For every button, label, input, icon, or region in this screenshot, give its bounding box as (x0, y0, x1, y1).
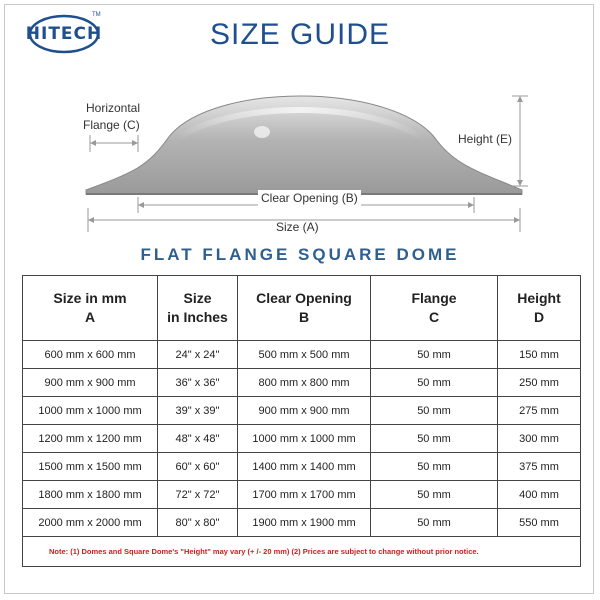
horizontal-flange-label-line2: Flange (C) (83, 118, 140, 132)
dome-reflection (254, 126, 270, 138)
dome-diagram (0, 80, 600, 250)
cell-size-mm: 2000 mm x 2000 mm (23, 509, 158, 537)
table-note-row (23, 537, 581, 567)
cell-size-inches: 72" x 72" (158, 481, 238, 509)
cell-height: 550 mm (498, 509, 581, 537)
cell-clear-opening: 900 mm x 900 mm (238, 397, 371, 425)
header-size-inches: Size in Inches (158, 276, 238, 341)
cell-flange: 50 mm (371, 397, 498, 425)
trademark: TM (92, 12, 101, 18)
cell-flange: 50 mm (371, 341, 498, 369)
cell-flange: 50 mm (371, 509, 498, 537)
header-flange: Flange C (371, 276, 498, 341)
table-row (23, 481, 581, 509)
cell-size-inches: 48" x 48" (158, 425, 238, 453)
cell-clear-opening: 800 mm x 800 mm (238, 369, 371, 397)
cell-clear-opening: 1000 mm x 1000 mm (238, 425, 371, 453)
cell-size-mm: 1200 mm x 1200 mm (23, 425, 158, 453)
cell-flange: 50 mm (371, 425, 498, 453)
table-note: Note: (1) Domes and Square Dome's "Height" may vary (+ /- 20 mm) (2) Prices are subject to change without prior notice. (23, 537, 581, 567)
header-height: Height D (498, 276, 581, 341)
cell-size-inches: 80" x 80" (158, 509, 238, 537)
cell-size-mm: 1800 mm x 1800 mm (23, 481, 158, 509)
cell-height: 300 mm (498, 425, 581, 453)
horizontal-flange-label-line1: Horizontal (86, 101, 141, 115)
cell-flange: 50 mm (371, 481, 498, 509)
cell-height: 400 mm (498, 481, 581, 509)
header-clear-opening: Clear Opening B (238, 276, 371, 341)
table-row (23, 397, 581, 425)
height-label: Height (E) (458, 132, 513, 146)
table-row (23, 509, 581, 537)
cell-clear-opening: 1700 mm x 1700 mm (238, 481, 371, 509)
page-title: SIZE GUIDE (209, 18, 391, 51)
cell-clear-opening: 1900 mm x 1900 mm (238, 509, 371, 537)
clear-opening-label: Clear Opening (B) (258, 190, 361, 207)
cell-size-inches: 36" x 36" (158, 369, 238, 397)
cell-height: 150 mm (498, 341, 581, 369)
cell-size-mm: 1500 mm x 1500 mm (23, 453, 158, 481)
size-table (22, 275, 581, 567)
cell-size-inches: 39" x 39" (158, 397, 238, 425)
logo-text: HITECH (25, 24, 103, 44)
cell-size-mm: 1000 mm x 1000 mm (23, 397, 158, 425)
table-row (23, 425, 581, 453)
header-size-mm: Size in mm A (23, 276, 158, 341)
cell-flange: 50 mm (371, 369, 498, 397)
cell-clear-opening: 1400 mm x 1400 mm (238, 453, 371, 481)
cell-clear-opening: 500 mm x 500 mm (238, 341, 371, 369)
product-title: FLAT FLANGE SQUARE DOME (140, 245, 460, 264)
cell-size-inches: 60" x 60" (158, 453, 238, 481)
cell-height: 250 mm (498, 369, 581, 397)
cell-size-mm: 600 mm x 600 mm (23, 341, 158, 369)
cell-size-mm: 900 mm x 900 mm (23, 369, 158, 397)
cell-height: 375 mm (498, 453, 581, 481)
table-header-row (23, 276, 581, 341)
cell-height: 275 mm (498, 397, 581, 425)
cell-flange: 50 mm (371, 453, 498, 481)
table-row (23, 453, 581, 481)
size-label: Size (A) (276, 220, 319, 234)
table-row (23, 341, 581, 369)
table-row (23, 369, 581, 397)
cell-size-inches: 24" x 24" (158, 341, 238, 369)
